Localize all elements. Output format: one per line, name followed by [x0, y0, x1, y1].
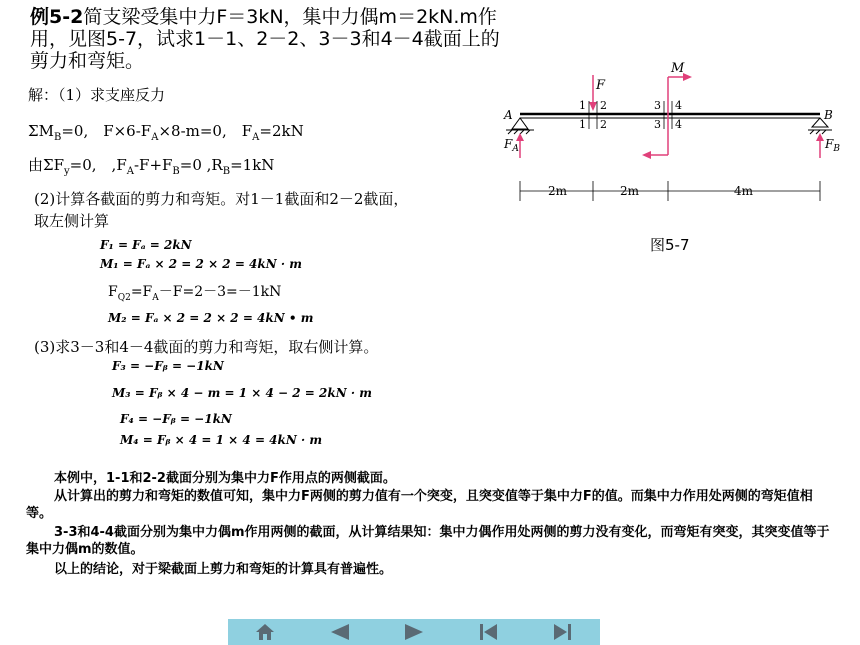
next-icon: [403, 622, 425, 642]
prev-icon: [329, 622, 351, 642]
dim-2: 2m: [620, 184, 640, 198]
home-icon: [254, 622, 276, 642]
conclusion-p4: 以上的结论，对于梁截面上剪力和弯矩的计算具有普遍性。: [54, 562, 393, 577]
example-number: 例5-2: [30, 6, 84, 28]
label-B: B: [824, 108, 833, 122]
first-button[interactable]: [451, 619, 525, 645]
last-button[interactable]: [526, 619, 600, 645]
label-M: M: [671, 61, 685, 76]
first-icon: [477, 622, 499, 642]
formula-m3: M₃ = Fᵦ × 4 − m = 1 × 4 − 2 = 2kN · m: [112, 386, 372, 400]
formula-m2: M₂ = Fₐ × 2 = 2 × 2 = 4kN • m: [108, 311, 314, 325]
problem-title: [30, 6, 510, 72]
formula-m4: M₄ = Fᵦ × 4 = 1 × 4 = 4kN · m: [120, 433, 323, 447]
section-4-top: 4: [675, 99, 682, 112]
solution-step2-line1: (2)计算各截面的剪力和弯矩。对1－1截面和2－2截面，: [34, 190, 409, 208]
section-2-top: 2: [600, 99, 607, 112]
formula-fq4: F₄ = −Fᵦ = −1kN: [120, 412, 232, 426]
formula-m1: M₁ = Fₐ × 2 = 2 × 2 = 4kN · m: [100, 257, 302, 271]
dim-1: 2m: [548, 184, 568, 198]
home-button[interactable]: [228, 619, 302, 645]
section-4-bottom: 4: [675, 118, 682, 131]
previous-button[interactable]: [302, 619, 376, 645]
formula-fq1: F₁ = Fₐ = 2kN: [100, 238, 192, 252]
solution-step2-line2: 取左侧计算: [34, 212, 110, 230]
next-button[interactable]: [377, 619, 451, 645]
label-FB: $F_B$: [825, 137, 840, 154]
label-A: A: [504, 108, 513, 122]
section-3-top: 3: [654, 99, 661, 112]
equation-moment: $\Sigma M_B=0$, $F\times 6-F_A\times 8-m=0$, $F_A=2kN$: [28, 122, 304, 143]
conclusion-p3: 3-3和4-4截面分别为集中力偶m作用两侧的截面，从计算结果知：集中力偶作用处两侧的剪力没有变化，而弯矩有突变，其突变值等于集中力偶m的数值。: [26, 525, 830, 557]
label-F: F: [596, 78, 606, 93]
dim-3: 4m: [734, 184, 754, 198]
figure-caption: 图5-7: [650, 236, 690, 254]
formula-fq3: F₃ = −Fᵦ = −1kN: [112, 359, 224, 373]
label-FA: $F_A$: [504, 137, 519, 154]
beam-figure: [490, 55, 850, 220]
formula-fq2: $F_{Q2}=F_A-F=2-3=-1kN$: [108, 284, 282, 303]
conclusion-p2: 从计算出的剪力和弯矩的数值可知，集中力F两侧的剪力值有一个突变，且突变值等于集中力F的值。而集中力作用处两侧的弯矩值相等。: [26, 489, 813, 521]
section-1-bottom: 1: [579, 118, 586, 131]
last-icon: [552, 622, 574, 642]
problem-statement: 简支梁受集中力F＝3kN，集中力偶m＝2kN.m作用，见图5-7，试求1－1、2－2、3－3和4－4截面上的剪力和弯矩。: [30, 6, 500, 72]
section-3-bottom: 3: [654, 118, 661, 131]
conclusion-p1: 本例中，1-1和2-2截面分别为集中力F作用点的两侧截面。: [54, 471, 396, 486]
equation-force: 由$\Sigma F_y=0$, $,F_A-F+F_B=0$ $,R_B=1kN$: [28, 156, 275, 177]
solution-step3: (3)求3－3和4－4截面的剪力和弯矩，取右侧计算。: [34, 338, 379, 356]
solution-step1: 解：（1）求支座反力: [28, 86, 166, 104]
navigation-bar: [228, 619, 600, 645]
section-2-bottom: 2: [600, 118, 607, 131]
section-1-top: 1: [579, 99, 586, 112]
